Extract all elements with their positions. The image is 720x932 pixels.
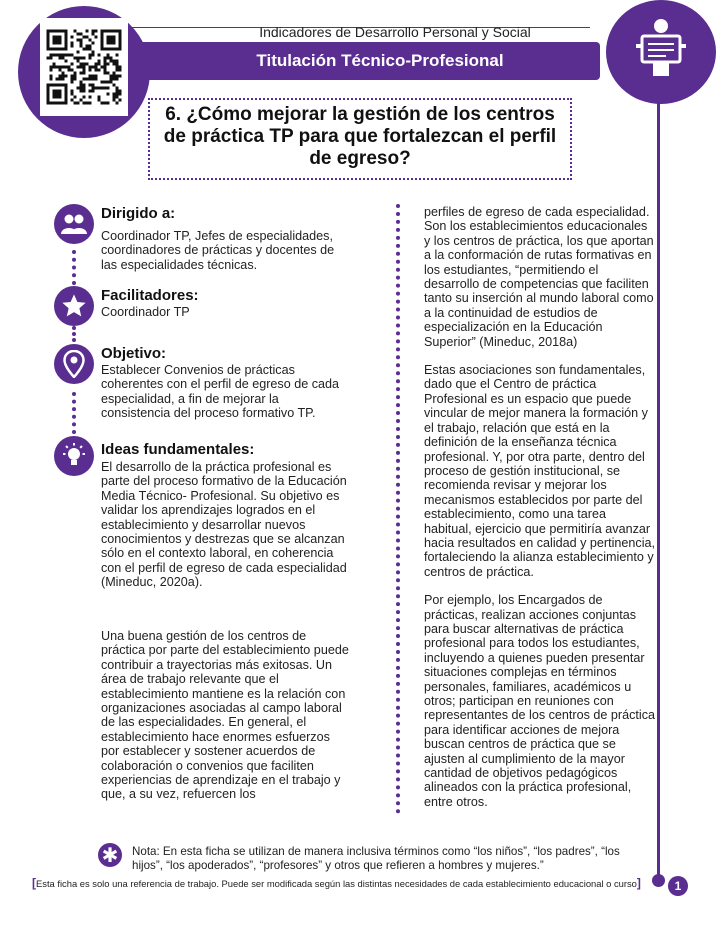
footer-bracket-close: ] [636,876,641,890]
section-connector [72,250,76,285]
people-icon [54,204,94,244]
paragraph: Por ejemplo, los Encargados de prácticas, realizan acciones conjuntas para buscar alternativas de práctica profesional para todos los estudiantes, incluyendo a quienes pueden presentar situaciones complejas en términos personales, familiares, académicos u otros; participan en reuniones con representantes de los centros de práctica para identificar acciones de mejora buscan centros de práctica que se ajusten al cumplimiento de la mayor cantidad de objetivos pedagógicos alineados con la práctica profesional, entre otros. [424,593,656,809]
footer-bracket-open: [ [32,876,36,890]
paragraph: perfiles de egreso de cada especialidad. Son los establecimientos educacionales y los centros de práctica, los que aportan a la conformación de rutas formativas en los estudiantes, “permitiendo el desarrollo de competencias que faciliten tanto su inserción al mundo laboral como a la continuidad de estudios de especialización en la Educación Superior” (Mineduc, 2018a) [424,205,654,349]
star-icon [54,286,94,326]
section-title-ideas: Ideas fundamentales: [101,441,255,458]
document-header-title: Indicadores de Desarrollo Personal y Social [259,24,531,40]
right-column [424,205,656,823]
column-divider [396,204,400,814]
question-heading: 6. ¿Cómo mejorar la gestión de los centros de práctica TP para que fortalezcan el perfil de egreso? [163,104,557,169]
section-title-facilitadores: Facilitadores: [101,287,199,304]
footer [32,876,672,890]
inclusive-language-note: Nota: En esta ficha se utilizan de manera inclusiva términos como “los niños”, “los padres”, “los hijos”, “los apoderados”, “profesores” y otros que refieren a hombres y mujeres.” [132,845,620,872]
section-connector [72,326,76,342]
section-text-ideas-2: Una buena gestión de los centros de práctica por parte del establecimiento puede contribuir a trayectorias más exitosas. Un área de trabajo relevante que el establecimiento mantiene es la relación con organizaciones asociadas al campo laboral de las especialidades. En general, el establecimiento hace enormes esfuerzos por establecer y sostener acuerdos de colaboración o convenios que faciliten experiencias de aprendizaje en el trabajo y que, a su vez, refuercen los [101,629,349,802]
section-text-ideas-1: El desarrollo de la práctica profesional es parte del proceso formativo de la Educación Media Técnico- Profesional. Su objetivo es validar los aprendizajes logrados en el establecimiento y desarrollar nuevos conocimientos y destrezas que se alcanzan sólo en el contexto laboral, en coherencia con el perfil de egreso de cada especialidad (Mineduc, 2020a). [101,460,347,590]
location-pin-icon [54,344,94,384]
title-banner-text: Titulación Técnico-Profesional [256,51,504,70]
qr-code[interactable] [40,18,128,116]
right-margin-rule [657,100,660,880]
section-text-facilitadores: Coordinador TP [101,305,190,319]
lightbulb-icon [54,436,94,476]
section-text-dirigido: Coordinador TP, Jefes de especialidades, coordinadores de prácticas y docentes de las especialidades técnicas. [101,229,335,272]
section-title-dirigido: Dirigido a: [101,205,176,222]
asterisk-icon: ✱ [98,843,122,867]
title-banner [120,42,600,80]
qr-code-graphic [40,18,128,116]
footer-text: Esta ficha es solo una referencia de trabajo. Puede ser modificada según las distintas necesidades de cada establecimiento educacional o curso [36,878,637,889]
header-icon-badge [606,0,716,104]
paragraph: Estas asociaciones son fundamentales, dado que el Centro de práctica Profesional es un espacio que puede vincular de mejor manera la formación y el trabajo, relación que está en la definición de la enseñanza técnica profesional. Y, por otra parte, dentro del proceso de gestión institucional, se recomienda revisar y mejorar los mecanismos establecidos por parte del establecimiento, como una tarea habitual, ejercicio que permitiría avanzar hacia resultados en calidad y pertinencia, fortaleciendo la alianza establecimiento y centros de práctica. [424,363,656,579]
section-text-objetivo: Establecer Convenios de prácticas coherentes con el perfil de egreso de cada especialidad, a fin de mejorar la consistencia del proceso formativo TP. [101,363,340,421]
section-title-objetivo: Objetivo: [101,345,167,362]
page-number: 1 [668,876,688,896]
section-connector [72,392,76,434]
presenter-icon [606,0,716,104]
